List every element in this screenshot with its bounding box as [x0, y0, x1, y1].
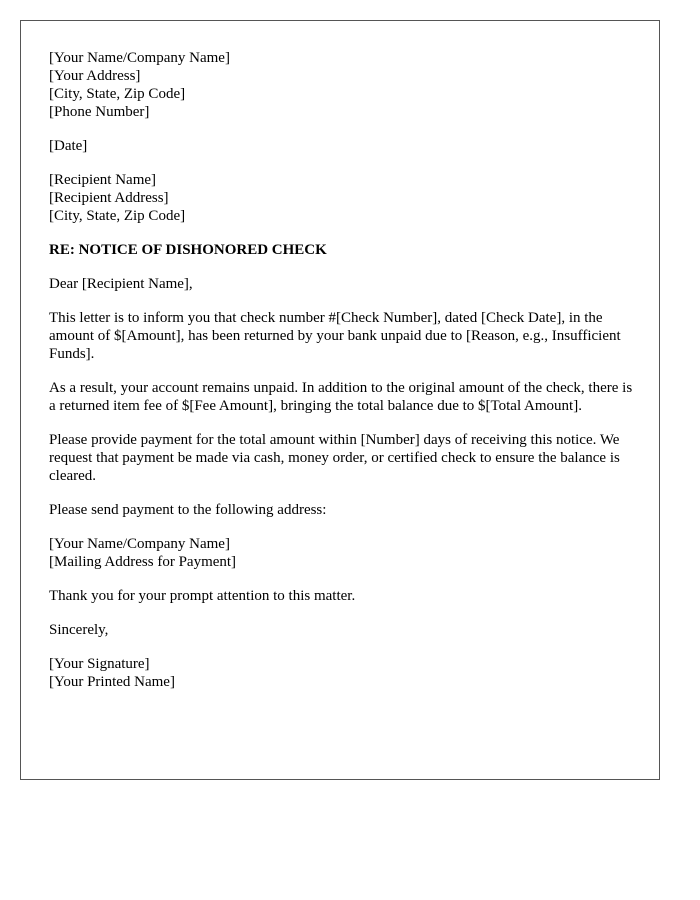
letter-date: [Date]: [49, 138, 88, 154]
paragraph-fee: As a result, your account remains unpaid. In addition to the original amount of the check, there is a returned item fee of $[Fee Amount], bringing the total balance due to $[Total Amount].: [49, 380, 633, 414]
recipient-city-state-zip: [City, State, Zip Code]: [49, 208, 186, 224]
payment-address-block: [49, 535, 639, 571]
letter-page: [20, 20, 660, 780]
signature-block: [49, 655, 639, 691]
date-block: [49, 137, 639, 155]
sender-name: [Your Name/Company Name]: [49, 50, 230, 66]
sender-city-state-zip: [City, State, Zip Code]: [49, 86, 186, 102]
letter-body: [49, 49, 639, 707]
sender-address: [Your Address]: [49, 68, 141, 84]
payment-mailing-address: [Mailing Address for Payment]: [49, 554, 237, 570]
payment-name: [Your Name/Company Name]: [49, 536, 230, 552]
sender-phone: [Phone Number]: [49, 104, 150, 120]
signature: [Your Signature]: [49, 656, 150, 672]
recipient-name: [Recipient Name]: [49, 172, 157, 188]
paragraph-notice: This letter is to inform you that check number #[Check Number], dated [Check Date], in the amount of $[Amount], has been returned by your bank unpaid due to [Reason, e.g., Insufficient Funds].: [49, 310, 621, 362]
salutation: Dear [Recipient Name],: [49, 276, 193, 292]
recipient-address: [Recipient Address]: [49, 190, 169, 206]
printed-name: [Your Printed Name]: [49, 674, 175, 690]
paragraph-payment-request: Please provide payment for the total amount within [Number] days of receiving this notice. We request that payment be made via cash, money order, or certified check to ensure the balance is cleared.: [49, 432, 620, 484]
paragraph-send-payment: Please send payment to the following address:: [49, 502, 327, 518]
recipient-block: [49, 171, 639, 225]
sender-block: [49, 49, 639, 121]
thanks-line: Thank you for your prompt attention to this matter.: [49, 588, 356, 604]
closing: Sincerely,: [49, 622, 109, 638]
subject-line: RE: NOTICE OF DISHONORED CHECK: [49, 242, 327, 258]
